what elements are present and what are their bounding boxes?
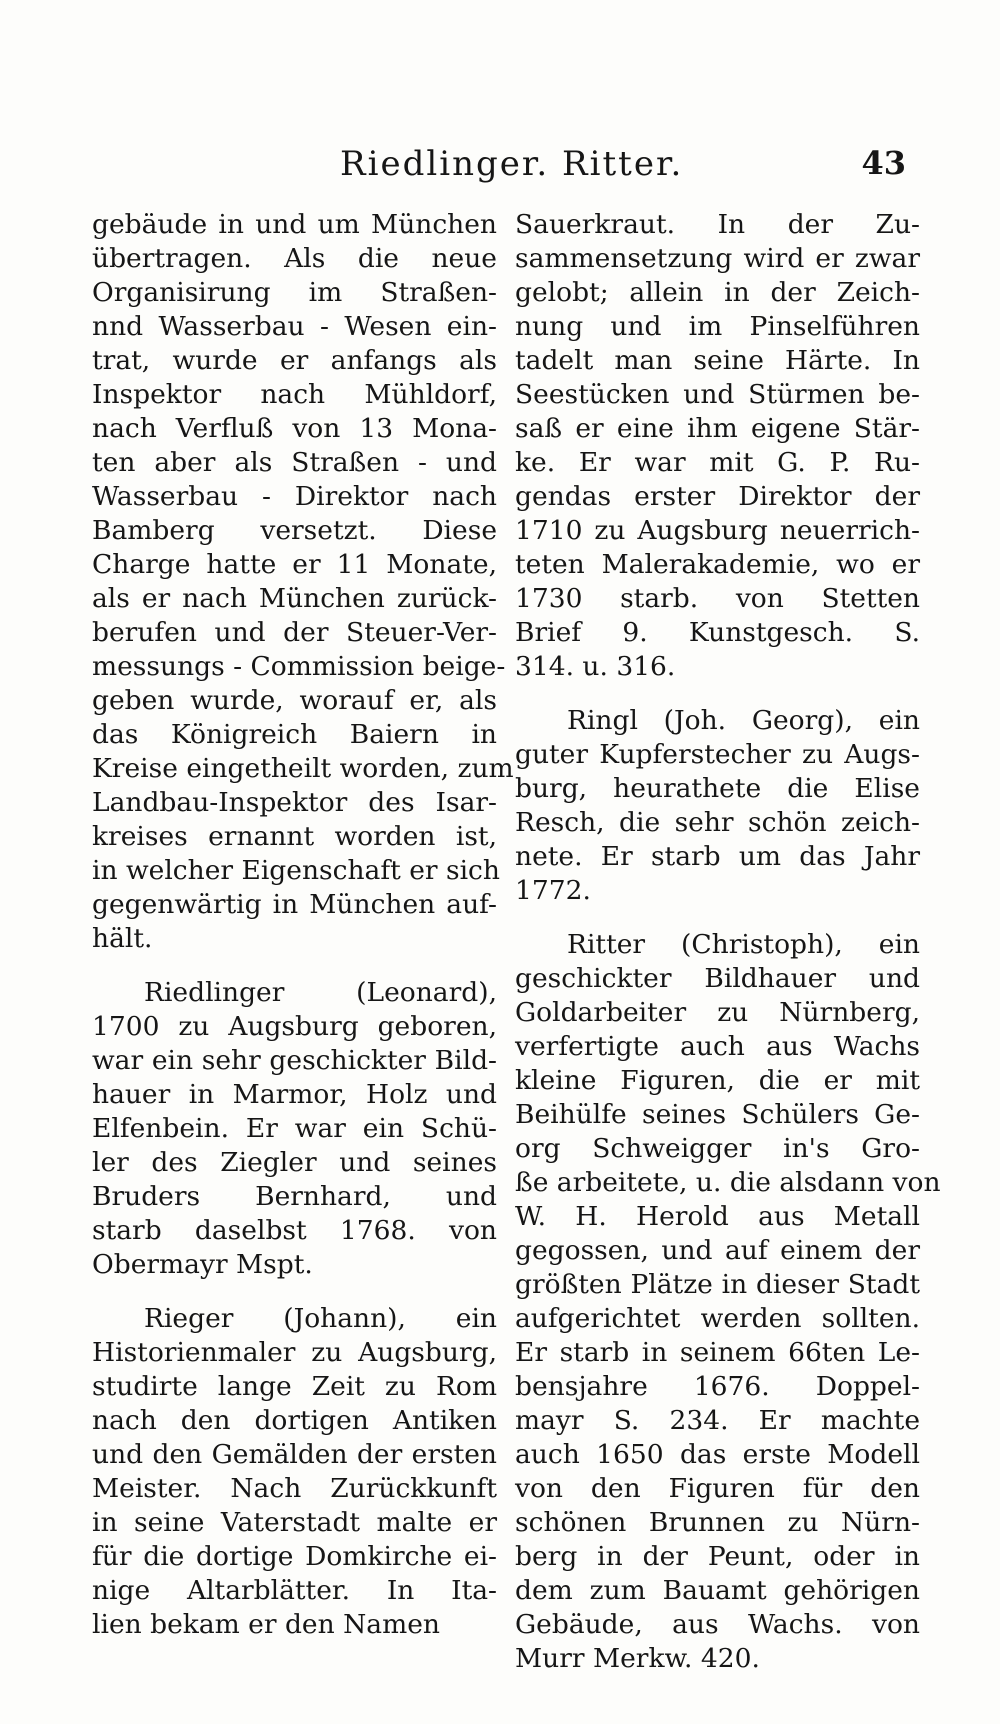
text-line: Charge hatte er 11 Monate, — [92, 549, 497, 580]
text-line: Wasserbau - Direktor nach — [92, 481, 497, 512]
text-line: nnd Wasserbau - Wesen ein- — [92, 311, 497, 342]
text-line: Ritter (Christoph), ein — [567, 929, 920, 960]
left-column — [92, 208, 514, 1662]
paragraph — [515, 928, 941, 1676]
text-line: als er nach München zurück- — [92, 583, 497, 614]
text-line: in welcher Eigenschaft er sich — [92, 855, 500, 886]
text-line: 314. u. 316. — [515, 651, 676, 682]
text-line: Elfenbein. Er war ein Schü- — [92, 1113, 497, 1144]
text-line: 1772. — [515, 875, 591, 906]
text-line: Organisirung im Straßen- — [92, 277, 497, 308]
text-line: Sauerkraut. In der Zu- — [515, 209, 920, 240]
text-line: teten Malerakademie, wo er — [515, 549, 920, 580]
text-line: Bamberg versetzt. Diese — [92, 515, 497, 546]
text-line: Seestücken und Stürmen be- — [515, 379, 920, 410]
text-line: Beihülfe seines Schülers Ge- — [515, 1099, 920, 1130]
text-line: kleine Figuren, die er mit — [515, 1065, 920, 1096]
text-line: sammensetzung wird er zwar — [515, 243, 920, 274]
page-number: 43 — [861, 144, 906, 182]
text-line: Resch, die sehr schön zeich- — [515, 807, 920, 838]
text-line: und den Gemälden der ersten — [92, 1439, 497, 1470]
text-line: hauer in Marmor, Holz und — [92, 1079, 497, 1110]
paragraph — [515, 208, 920, 684]
text-line: trat, wurde er anfangs als — [92, 345, 497, 376]
text-line: Landbau-Inspektor des Isar- — [92, 787, 497, 818]
text-line: Kreise eingetheilt worden, zum — [92, 753, 514, 784]
text-line: das Königreich Baiern in — [92, 719, 497, 750]
text-line: gendas erster Direktor der — [515, 481, 920, 512]
text-line: Brief 9. Kunstgesch. S. — [515, 617, 920, 648]
text-line: auch 1650 das erste Modell — [515, 1439, 920, 1470]
text-line: W. H. Herold aus Metall — [515, 1201, 920, 1232]
text-line: starb daselbst 1768. von — [92, 1215, 497, 1246]
text-line: berufen und der Steuer-Ver- — [92, 617, 497, 648]
text-line: bensjahre 1676. Doppel- — [515, 1371, 920, 1402]
text-line: nung und im Pinselführen — [515, 311, 920, 342]
text-line: geschickter Bildhauer und — [515, 963, 920, 994]
text-line: Er starb in seinem 66ten Le- — [515, 1337, 920, 1368]
text-line: war ein sehr geschickter Bild- — [92, 1045, 497, 1076]
text-line: 1710 zu Augsburg neuerrich- — [515, 515, 920, 546]
text-line: ler des Ziegler und seines — [92, 1147, 497, 1178]
text-line: nach Verfluß von 13 Mona- — [92, 413, 497, 444]
text-line: Bruders Bernhard, und — [92, 1181, 497, 1212]
text-line: org Schweigger in's Gro- — [515, 1133, 920, 1164]
text-line: Inspektor nach Mühldorf, — [92, 379, 497, 410]
text-line: Riedlinger (Leonard), — [144, 977, 497, 1008]
text-line: Rieger (Johann), ein — [144, 1303, 497, 1334]
right-column — [515, 208, 941, 1696]
text-line: dem zum Bauamt gehörigen — [515, 1575, 920, 1606]
page-header — [80, 140, 910, 200]
paragraph — [92, 208, 514, 956]
text-line: guter Kupferstecher zu Augs- — [515, 739, 920, 770]
text-line: geben wurde, worauf er, als — [92, 685, 497, 716]
text-line: 1730 starb. von Stetten — [515, 583, 920, 614]
text-line: gegossen, und auf einem der — [515, 1235, 920, 1266]
text-line: kreises ernannt worden ist, — [92, 821, 497, 852]
text-line: Murr Merkw. 420. — [515, 1643, 760, 1674]
text-line: 1700 zu Augsburg geboren, — [92, 1011, 497, 1042]
text-line: von den Figuren für den — [515, 1473, 920, 1504]
text-line: lien bekam er den Namen — [92, 1609, 440, 1640]
text-line: Goldarbeiter zu Nürnberg, — [515, 997, 920, 1028]
paragraph — [515, 704, 920, 908]
text-line: nige Altarblätter. In Ita- — [92, 1575, 497, 1606]
text-line: mayr S. 234. Er machte — [515, 1405, 920, 1436]
text-line: gelobt; allein in der Zeich- — [515, 277, 920, 308]
text-line: gebäude in und um München — [92, 209, 497, 240]
text-line: aufgerichtet werden sollten. — [515, 1303, 920, 1334]
text-line: Ringl (Joh. Georg), ein — [567, 705, 920, 736]
paragraph — [92, 976, 497, 1282]
text-line: ße arbeitete, u. die alsdann von — [515, 1167, 941, 1198]
text-line: Obermayr Mspt. — [92, 1249, 313, 1280]
text-line: hält. — [92, 923, 153, 954]
text-line: übertragen. Als die neue — [92, 243, 497, 274]
text-line: ten aber als Straßen - und — [92, 447, 497, 478]
running-head: Riedlinger. Ritter. — [340, 144, 684, 184]
text-line: größten Plätze in dieser Stadt — [515, 1269, 920, 1300]
text-line: Meister. Nach Zurückkunft — [92, 1473, 497, 1504]
text-line: Historienmaler zu Augsburg, — [92, 1337, 497, 1368]
text-line: saß er eine ihm eigene Stär- — [515, 413, 920, 444]
text-line: studirte lange Zeit zu Rom — [92, 1371, 497, 1402]
text-line: ke. Er war mit G. P. Ru- — [515, 447, 920, 478]
text-line: tadelt man seine Härte. In — [515, 345, 920, 376]
text-line: messungs - Commission beige- — [92, 651, 506, 682]
text-line: für die dortige Domkirche ei- — [92, 1541, 497, 1572]
text-line: gegenwärtig in München auf- — [92, 889, 497, 920]
text-line: verfertigte auch aus Wachs — [515, 1031, 920, 1062]
text-line: schönen Brunnen zu Nürn- — [515, 1507, 920, 1538]
paragraph — [92, 1302, 497, 1642]
text-line: in seine Vaterstadt malte er — [92, 1507, 497, 1538]
text-line: nete. Er starb um das Jahr — [515, 841, 920, 872]
text-line: burg, heurathete die Elise — [515, 773, 920, 804]
text-line: Gebäude, aus Wachs. von — [515, 1609, 920, 1640]
text-line: nach den dortigen Antiken — [92, 1405, 497, 1436]
text-line: berg in der Peunt, oder in — [515, 1541, 920, 1572]
